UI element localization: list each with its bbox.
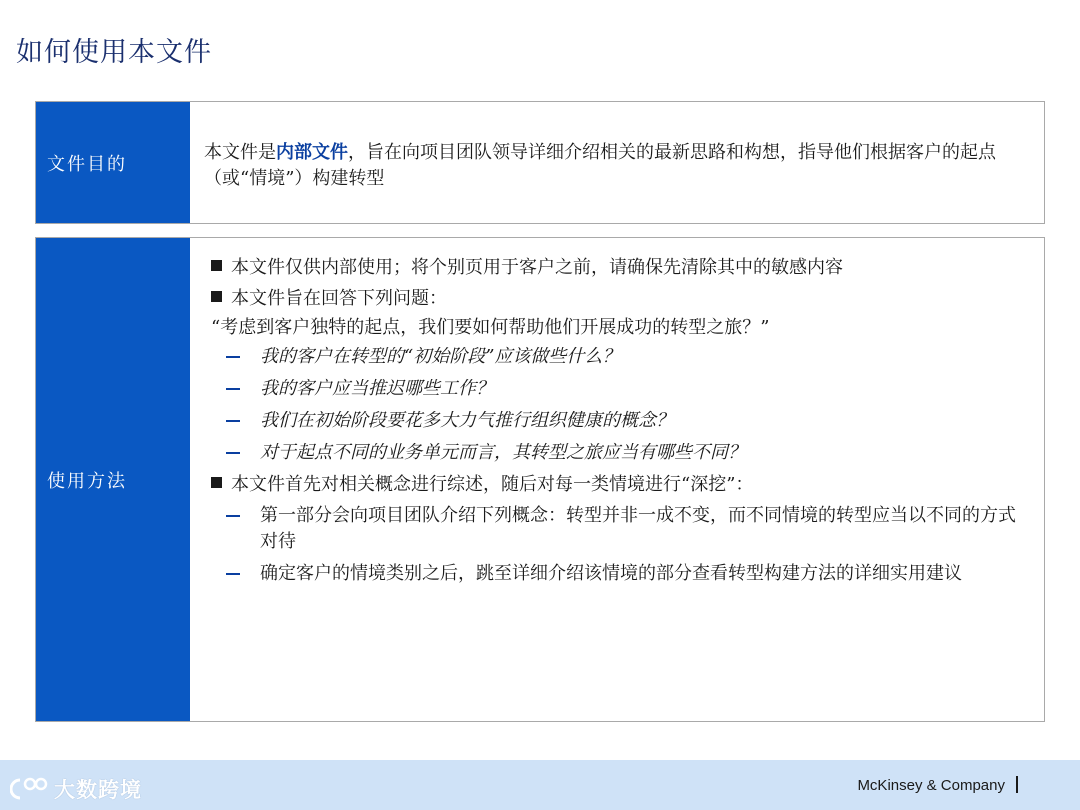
purpose-text-before: 本文件是 [204, 142, 276, 163]
sub-item [204, 561, 1030, 587]
usage-row [35, 237, 1045, 722]
bullet-text: 本文件首先对相关概念进行综述，随后对每一类情境进行“深挖”： [231, 474, 754, 495]
dash-bullet-icon [226, 356, 240, 358]
usage-question-quote: “考虑到客户独特的起点，我们要如何帮助他们开展成功的转型之旅？” [211, 317, 770, 338]
sub-item-text: 确定客户的情境类别之后，跳至详细介绍该情境的部分查看转型构建方法的详细实用建议 [260, 563, 962, 584]
watermark [10, 774, 142, 804]
sub-item [204, 376, 1030, 402]
sub-item [204, 440, 1030, 466]
sub-item-text: 我的客户应当推迟哪些工作？ [260, 378, 494, 399]
bullet-text: 本文件仅供内部使用；将个别页用于客户之前，请确保先清除其中的敏感内容 [231, 257, 843, 278]
purpose-highlight: 内部文件 [276, 142, 348, 163]
sub-item [204, 503, 1030, 555]
company-name: McKinsey & Company [857, 777, 1005, 794]
purpose-content [190, 102, 1044, 223]
watermark-text: 大数跨境 [54, 778, 142, 802]
sub-item [204, 344, 1030, 370]
footer-divider [1016, 776, 1018, 793]
sub-item-text: 对于起点不同的业务单元而言，其转型之旅应当有哪些不同？ [260, 442, 746, 463]
usage-label: 使用方法 [36, 238, 190, 721]
square-bullet-icon [211, 291, 222, 302]
usage-bullet-2 [204, 286, 1030, 312]
purpose-label: 文件目的 [36, 102, 190, 223]
sub-item [204, 408, 1030, 434]
sub-item-text: 我们在初始阶段要花多大力气推行组织健康的概念？ [260, 410, 674, 431]
dash-bullet-icon [226, 573, 240, 575]
usage-bullet-1 [204, 255, 1030, 281]
usage-bullet-3 [204, 472, 1030, 498]
dash-bullet-icon [226, 515, 240, 517]
dash-bullet-icon [226, 388, 240, 390]
bullet-text: 本文件旨在回答下列问题： [231, 288, 447, 309]
purpose-row [35, 101, 1045, 224]
watermark-logo-icon [10, 776, 48, 802]
purpose-text-after: ，旨在向项目团队领导详细介绍相关的最新思路和构想，指导他们根据客户的起点（或“情境”）构建转型 [204, 142, 996, 189]
dash-bullet-icon [226, 420, 240, 422]
sub-item-text: 我的客户在转型的“初始阶段”应该做些什么？ [260, 346, 621, 367]
footer [0, 760, 1080, 810]
page-title: 如何使用本文件 [16, 37, 212, 68]
usage-content [190, 238, 1044, 721]
sub-item-text: 第一部分会向项目团队介绍下列概念：转型并非一成不变，而不同情境的转型应当以不同的方式对待 [260, 505, 1016, 552]
dash-bullet-icon [226, 452, 240, 454]
square-bullet-icon [211, 477, 222, 488]
square-bullet-icon [211, 260, 222, 271]
